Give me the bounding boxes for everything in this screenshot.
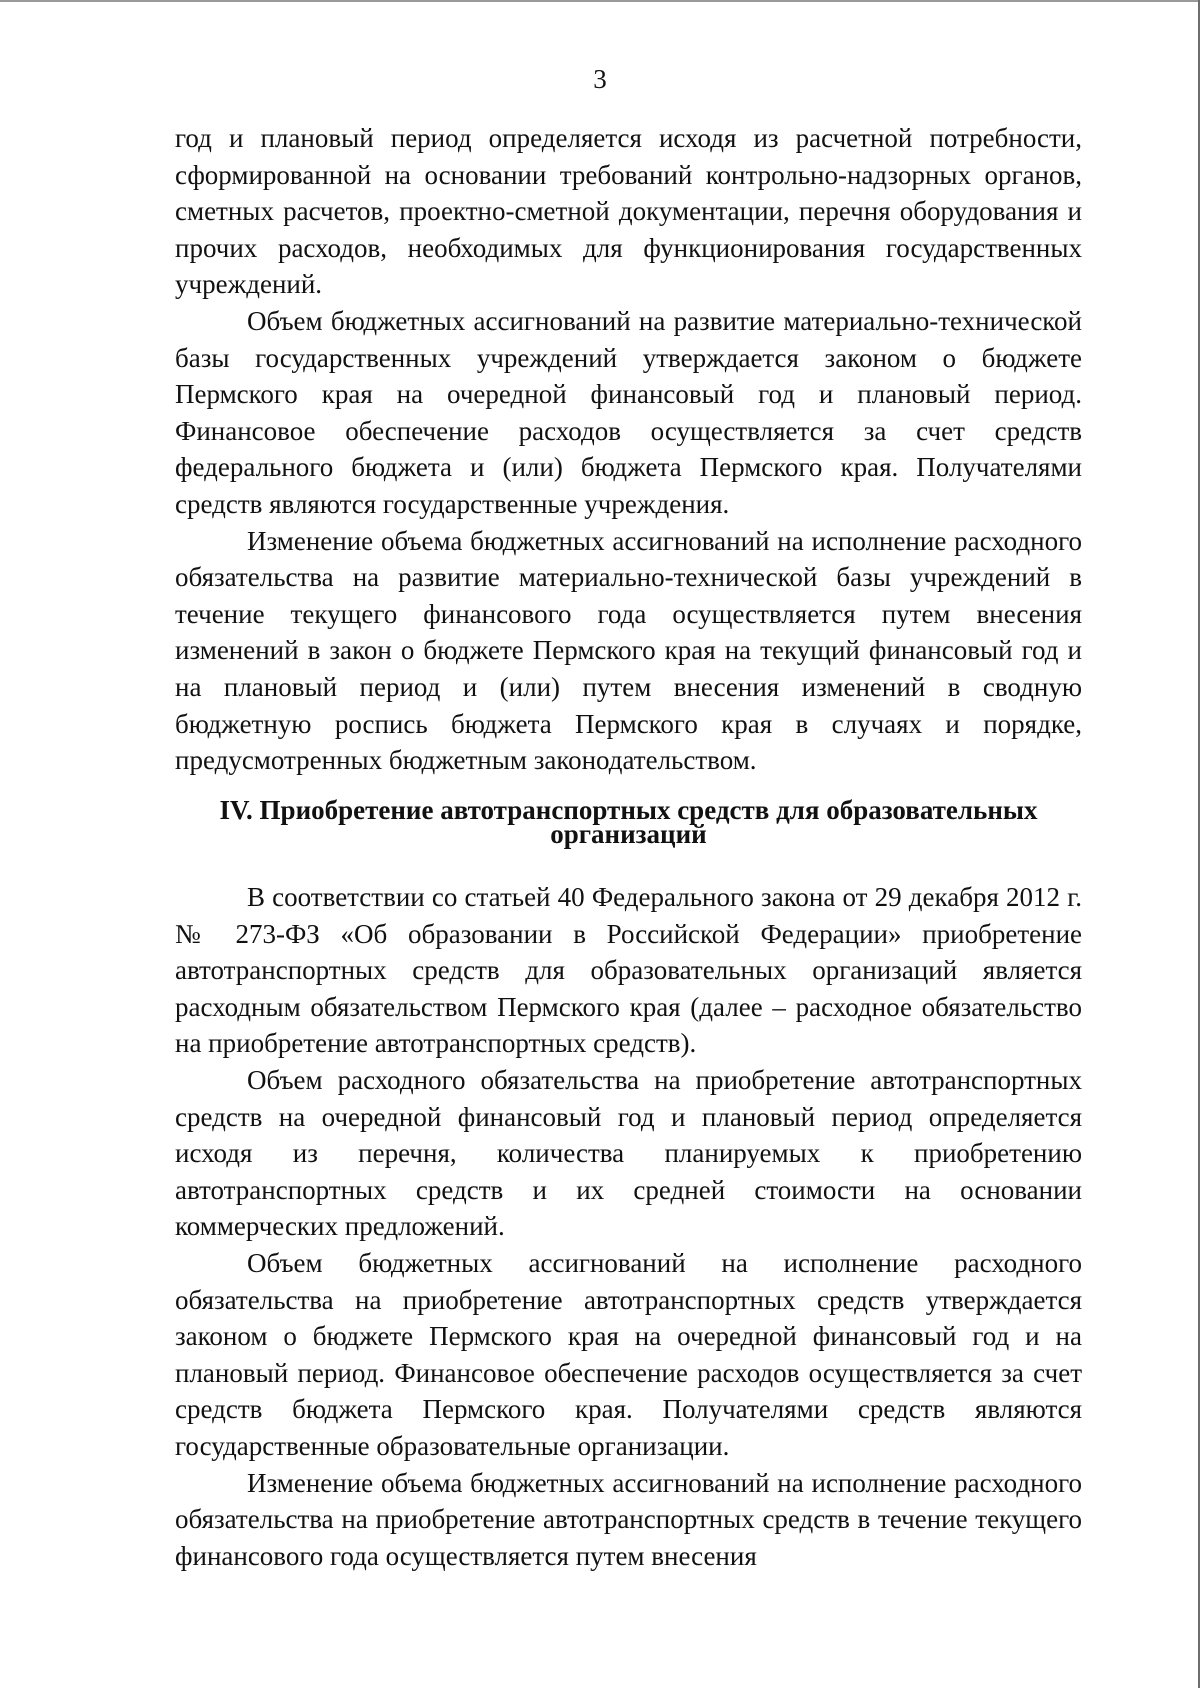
section-iv-text [175,879,1082,1574]
page-number: 3 [593,64,607,94]
scan-edge-top [0,0,1200,2]
paragraph-truncated: Изменение объема бюджетных ассигнований на исполнение расходного обязательства на приобретение автотранспортных средств в течение текущего финансового года осуществляется путем внесения [175,1467,1082,1571]
section-iv-heading-line1: IV. Приобретение автотранспортных средств для образовательных [219,795,1038,825]
section-iv-heading-line2: организаций [550,819,707,849]
section-iv-heading [175,795,1082,849]
paragraph: Изменение объема бюджетных ассигнований на исполнение расходного обязательства на развитие материально-технической базы учреждений в течение текущего финансового года осуществляется путем внесения изменений в закон о бюджете Пермского края на текущий финансовый год и на плановый период и (или) путем внесения изменений в сводную бюджетную роспись бюджета Пермского края в случаях и порядке, предусмотренных бюджетным законодательством. [175,525,1082,776]
paragraph: Объем расходного обязательства на приобретение автотранспортных средств на очередной финансовый год и плановый период определяется исходя из перечня, количества планируемых к приобретению автотранспортных средств и их средней стоимости на основании коммерческих предложений. [175,1064,1082,1242]
section-top-text [175,120,1082,779]
paragraph: В соответствии со статьей 40 Федерального закона от 29 декабря 2012 г. № 273-ФЗ «Об образовании в Российской Федерации» приобретение автотранспортных средств для образовательных организаций является расходным обязательством Пермского края (далее – расходное обязательство на приобретение автотранспортных средств). [175,882,1082,1059]
paragraph: Объем бюджетных ассигнований на развитие материально-технической базы государственных учреждений утверждается законом о бюджете Пермского края на очередной финансовый год и плановый период. Финансовое обеспечение расходов осуществляется за счет средств федерального бюджета и (или) бюджета Пермского края. Получателями средств являются государственные учреждения. [175,305,1082,519]
paragraph-continued: год и плановый период определяется исходя из расчетной потребности, сформированной на основании требований контрольно-надзорных органов, сметных расчетов, проектно-сметной документации, перечня оборудования и прочих расходов, необходимых для функционирования государственных учреждений. [175,123,1082,300]
paragraph: Объем бюджетных ассигнований на исполнение расходного обязательства на приобретение автотранспортных средств утверждается законом о бюджете Пермского края на очередной финансовый год и на плановый период. Финансовое обеспечение расходов осуществляется за счет средств бюджета Пермского края. Получателями средств являются государственные образовательные организации. [175,1247,1082,1461]
